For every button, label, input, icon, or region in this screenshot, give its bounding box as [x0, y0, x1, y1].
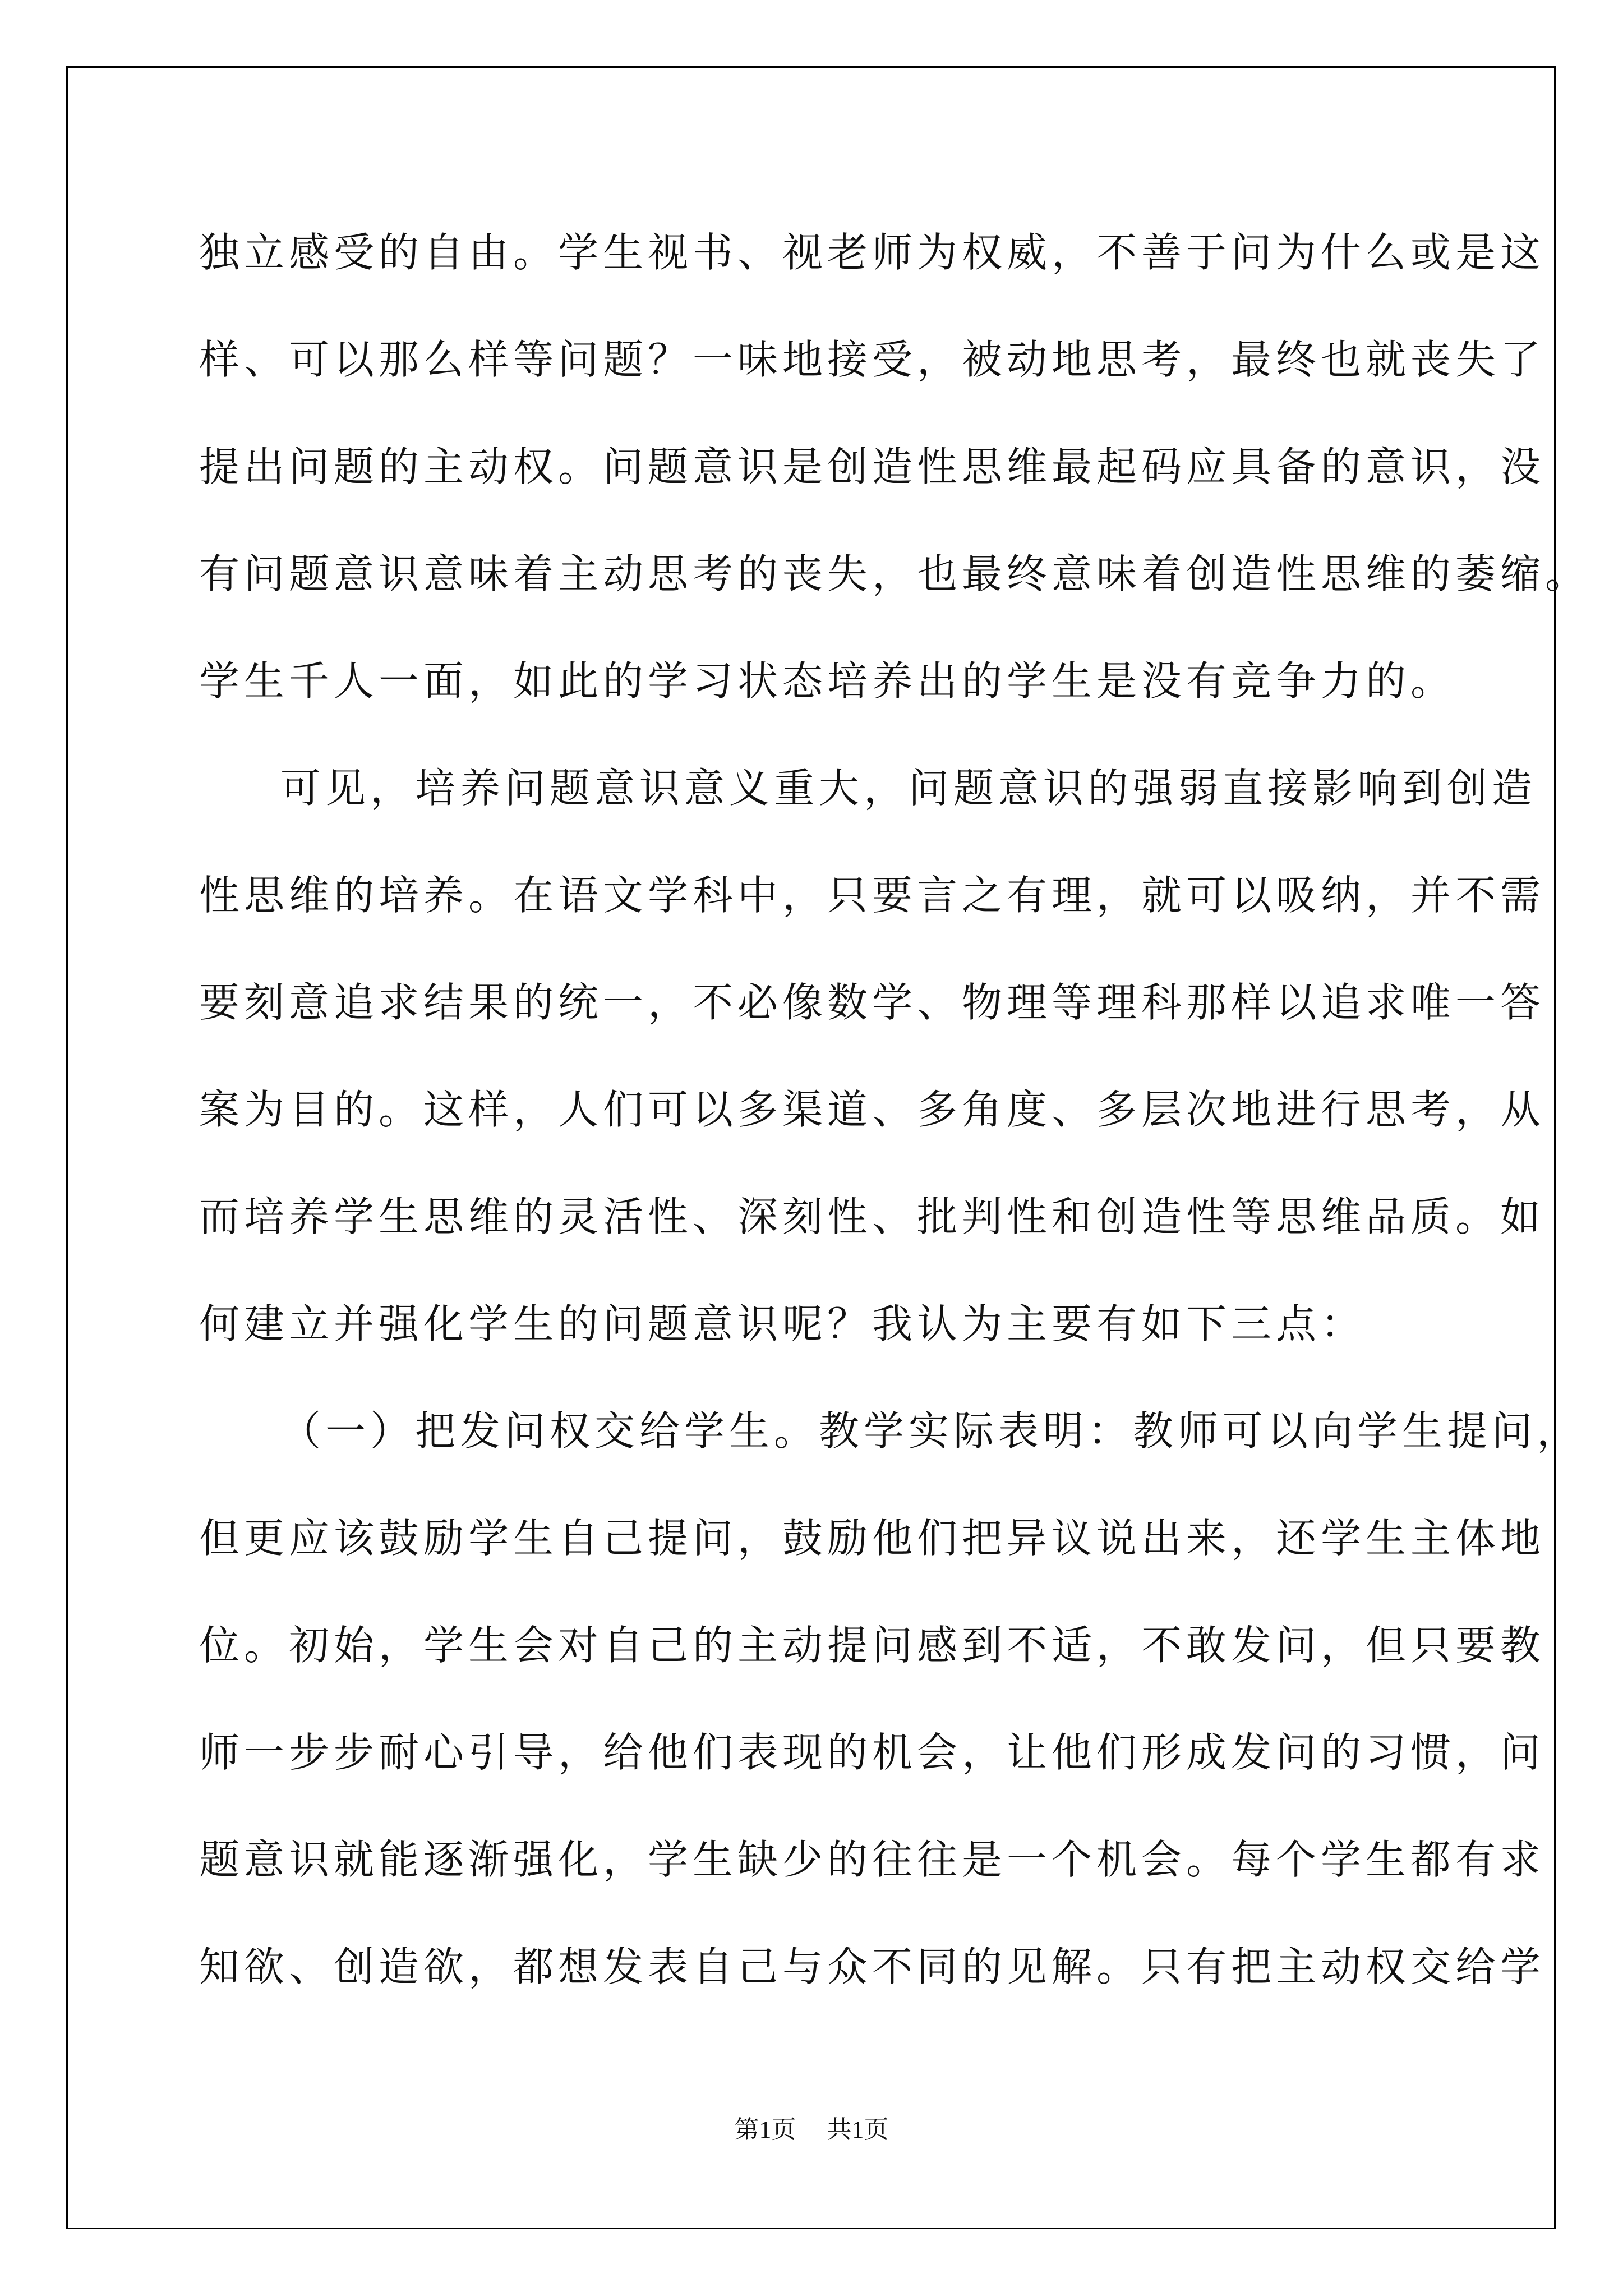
text-line: 案为目的。这样，人们可以多渠道、多角度、多层次地进行思考，从 [199, 1086, 1546, 1133]
text-line: 性思维的培养。在语文学科中，只要言之有理，就可以吸纳，并不需 [199, 872, 1546, 919]
text-line-indented: （一）把发问权交给学生。教学实际表明：教师可以向学生提问， [280, 1407, 1582, 1455]
text-line: 但更应该鼓励学生自己提问，鼓励他们把异议说出来，还学生主体地 [199, 1515, 1546, 1562]
text-line: 师一步步耐心引导，给他们表现的机会，让他们形成发问的习惯，问 [199, 1729, 1546, 1776]
text-line: 提出问题的主动权。问题意识是创造性思维最起码应具备的意识，没 [199, 443, 1546, 490]
text-line: 知欲、创造欲，都想发表自己与众不同的见解。只有把主动权交给学 [199, 1943, 1546, 1990]
page-footer [0, 2109, 1623, 2145]
page-number-total: 共1页 [827, 2116, 889, 2143]
text-line: 样、可以那么样等问题？一味地接受，被动地思考，最终也就丧失了 [199, 336, 1546, 383]
text-line: 何建立并强化学生的问题意识呢？我认为主要有如下三点： [199, 1300, 1366, 1347]
text-line-indented: 可见，培养问题意识意义重大，问题意识的强弱直接影响到创造 [280, 765, 1537, 812]
text-line: 独立感受的自由。学生视书、视老师为权威，不善于问为什么或是这 [199, 229, 1546, 276]
text-line: 而培养学生思维的灵活性、深刻性、批判性和创造性等思维品质。如 [199, 1193, 1546, 1240]
text-line: 学生千人一面，如此的学习状态培养出的学生是没有竞争力的。 [199, 657, 1456, 705]
page-number-current: 第1页 [734, 2116, 796, 2143]
text-line: 要刻意追求结果的统一，不必像数学、物理等理科那样以追求唯一答 [199, 979, 1546, 1026]
text-line: 位。初始，学生会对自己的主动提问感到不适，不敢发问，但只要教 [199, 1622, 1546, 1669]
text-line: 题意识就能逐渐强化，学生缺少的往往是一个机会。每个学生都有求 [199, 1836, 1546, 1883]
text-line: 有问题意识意味着主动思考的丧失，也最终意味着创造性思维的萎缩。 [199, 550, 1590, 597]
